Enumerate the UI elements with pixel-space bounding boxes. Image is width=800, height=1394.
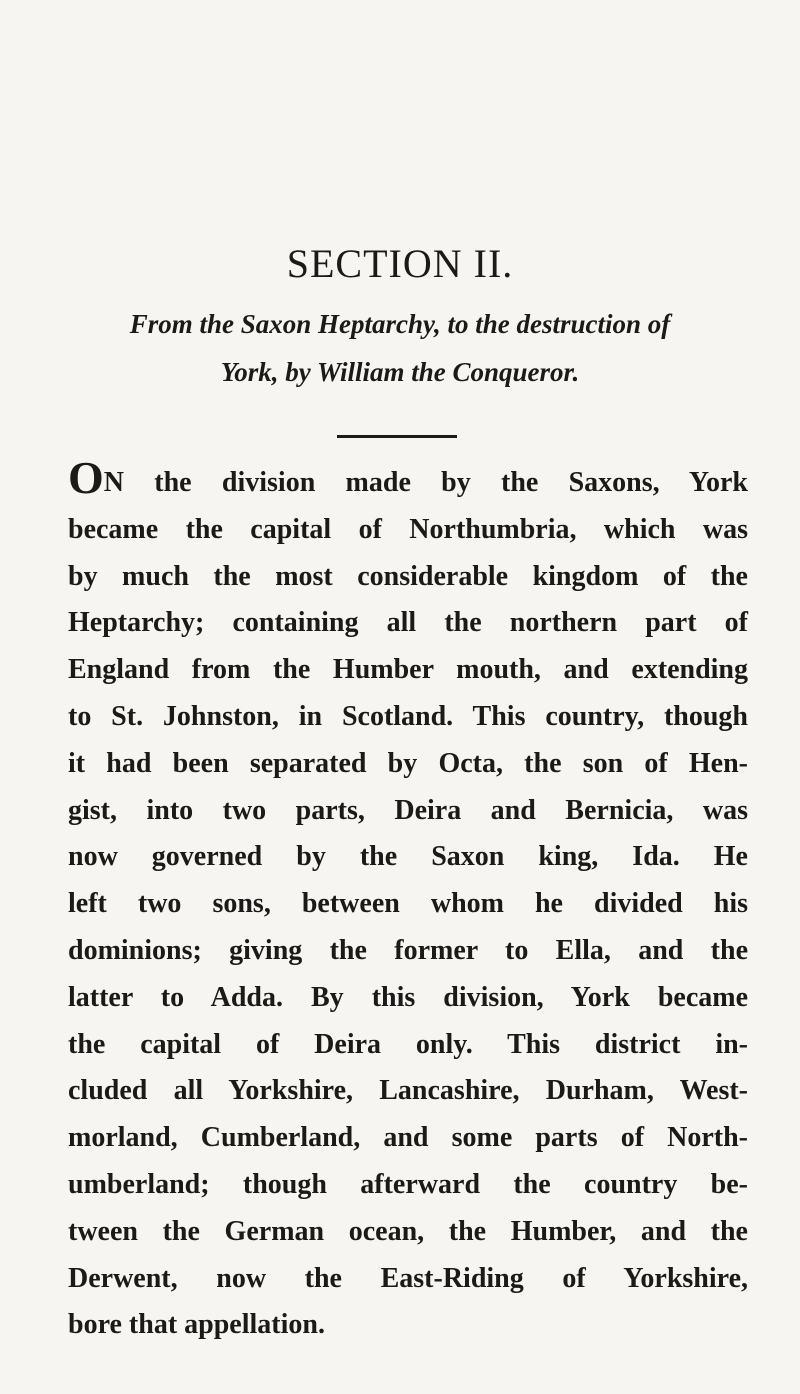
text-line: it had been separated by Octa, the son of Hen-: [68, 747, 748, 779]
body-paragraph: [68, 452, 748, 1349]
text-line: umberland; though afterward the country be-: [68, 1168, 748, 1200]
section-subtitle: [0, 300, 800, 396]
drop-cap: O: [68, 452, 104, 503]
text-line: Derwent, now the East-Riding of Yorkshire,: [68, 1262, 748, 1294]
section-heading: SECTION II.: [286, 241, 514, 286]
text-line: dominions; giving the former to Ella, and the: [68, 934, 748, 966]
text-line: became the capital of Northumbria, which was: [68, 513, 748, 545]
text-line: latter to Adda. By this division, York became: [68, 981, 748, 1013]
text-line: cluded all Yorkshire, Lancashire, Durham, West-: [68, 1075, 748, 1107]
text-line: bore that appellation.: [68, 1309, 325, 1341]
text-line: by much the most considerable kingdom of the: [68, 560, 748, 592]
section-divider: [337, 435, 457, 438]
text-line: [68, 452, 748, 507]
subtitle-line: From the Saxon Heptarchy, to the destruction of: [129, 309, 671, 339]
text-line: left two sons, between whom he divided his: [68, 888, 748, 920]
text-line: tween the German ocean, the Humber, and the: [68, 1215, 748, 1247]
text-line: the capital of Deira only. This district in-: [68, 1028, 748, 1060]
text-line: morland, Cumberland, and some parts of North-: [68, 1122, 748, 1154]
text-line: Heptarchy; containing all the northern part of: [68, 607, 748, 639]
text-line: to St. Johnston, in Scotland. This country, though: [68, 700, 748, 732]
text-line: England from the Humber mouth, and extending: [68, 654, 748, 686]
first-line-text: N the division made by the Saxons, York: [103, 467, 748, 498]
text-line: gist, into two parts, Deira and Bernicia, was: [68, 794, 748, 826]
text-line: now governed by the Saxon king, Ida. He: [68, 841, 748, 873]
subtitle-line: York, by William the Conqueror.: [220, 357, 580, 387]
